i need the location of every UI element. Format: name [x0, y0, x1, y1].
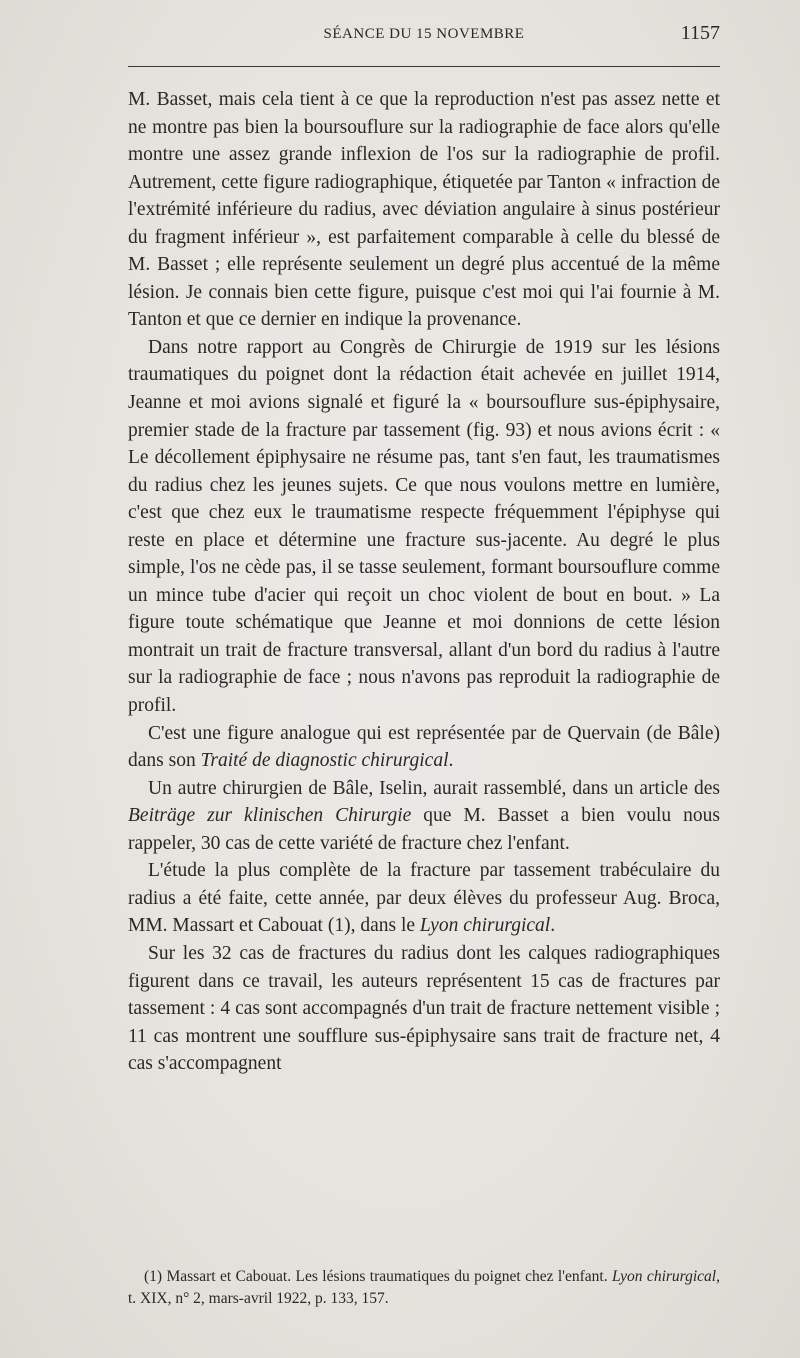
page-header	[128, 22, 720, 52]
body-text	[128, 86, 720, 1078]
paragraph-4-text: Un autre chirurgien de Bâle, Iselin, aurait rassemblé, dans un article des	[148, 777, 720, 799]
paragraph-5-title: Lyon chirurgical	[419, 915, 551, 937]
footnote-journal: Lyon chirurgical	[611, 1268, 717, 1285]
footnote	[128, 1266, 720, 1310]
paragraph-6: Sur les 32 cas de fractures du radius dont les calques radiographiques figurent dans ce travail, les auteurs représentent 15 cas de fractures par tassement : 4 cas sont accompagnés d'un trait de fracture nettement visible ; 11 cas montrent une soufflure sus-épiphysaire sans trait de fracture net, 4 cas s'accompagnent	[128, 942, 720, 1075]
footnote-text-c: , t. XIX, n° 2, mars-avril 1922, p. 133, 157.	[128, 1268, 720, 1307]
page-number: 1157	[680, 22, 720, 44]
paragraph-4-title: Beiträge zur klinischen Chirurgie	[128, 805, 412, 827]
paragraph-4-end: que M. Basset a bien voulu nous rappeler, 30 cas de cette variété de fracture chez l'enfant.	[128, 805, 721, 854]
paragraph-2: Dans notre rapport au Congrès de Chirurgie de 1919 sur les lésions traumatiques du poignet dont la rédaction était achevée en juillet 1914, Jeanne et moi avions signalé et figuré la « boursouflure sus-épiphysaire, premier stade de la fracture par tassement (fig. 93) et nous avions écrit : « Le décollement épiphysaire ne résume pas, tant s'en faut, les traumatismes du radius chez les jeunes sujets. Ce que nous voulons mettre en lumière, c'est que chez eux le traumatisme respecte fréquemment l'épiphyse qui reste en place et détermine une fracture sus-jacente. Au degré le plus simple, l'os ne cède pas, il se tasse seulement, formant boursouflure comme un mince tube d'acier qui reçoit un choc violent de bout en bout. » La figure toute schématique que Jeanne et moi donnions de cette lésion montrait un trait de fracture transversal, allant d'un bord du radius à l'autre sur la radiographie de face ; nous n'avons pas reproduit la radiographie de profil.	[128, 336, 720, 717]
paragraph-3-text: C'est une figure analogue qui est représentée par de Quervain (de Bâle) dans son	[128, 722, 720, 772]
paragraph-3-end: .	[448, 750, 454, 772]
paragraph-1: M. Basset, mais cela tient à ce que la reproduction n'est pas assez nette et ne montre pas bien la boursouflure sur la radiographie de face alors qu'elle montre une assez grande inflexion de l'os sur la radiographie de profil. Autrement, cette figure radiographique, étiquetée par Tanton « infraction de l'extrémité inférieure du radius, avec déviation angulaire à sinus postérieur du fragment inférieur », est parfaitement comparable à celle du blessé de M. Basset ; elle représente seulement un degré plus accentué de la même lésion. Je connais bien cette figure, puisque c'est moi qui l'ai fournie à M. Tanton et que ce dernier en indique la provenance.	[128, 89, 720, 331]
footnote-text	[128, 1266, 720, 1310]
paragraph-5-text: L'étude la plus complète de la fracture par tassement trabéculaire du radius a été faite, cette année, par deux élèves du professeur Aug. Broca, MM. Massart et Cabouat (1), dans le	[128, 860, 720, 937]
paragraph-5	[128, 857, 720, 940]
paragraph-3	[128, 720, 720, 775]
paragraph-4	[128, 775, 720, 858]
footnote-text-a: (1) Massart et Cabouat. Les lésions traumatiques du poignet chez l'enfant.	[144, 1268, 612, 1285]
header-rule	[128, 66, 720, 67]
running-head: SÉANCE DU 15 NOVEMBRE	[323, 26, 525, 42]
paragraph-5-end: .	[550, 915, 556, 937]
paragraph-3-title: Traité de diagnostic chirurgical	[200, 750, 449, 772]
